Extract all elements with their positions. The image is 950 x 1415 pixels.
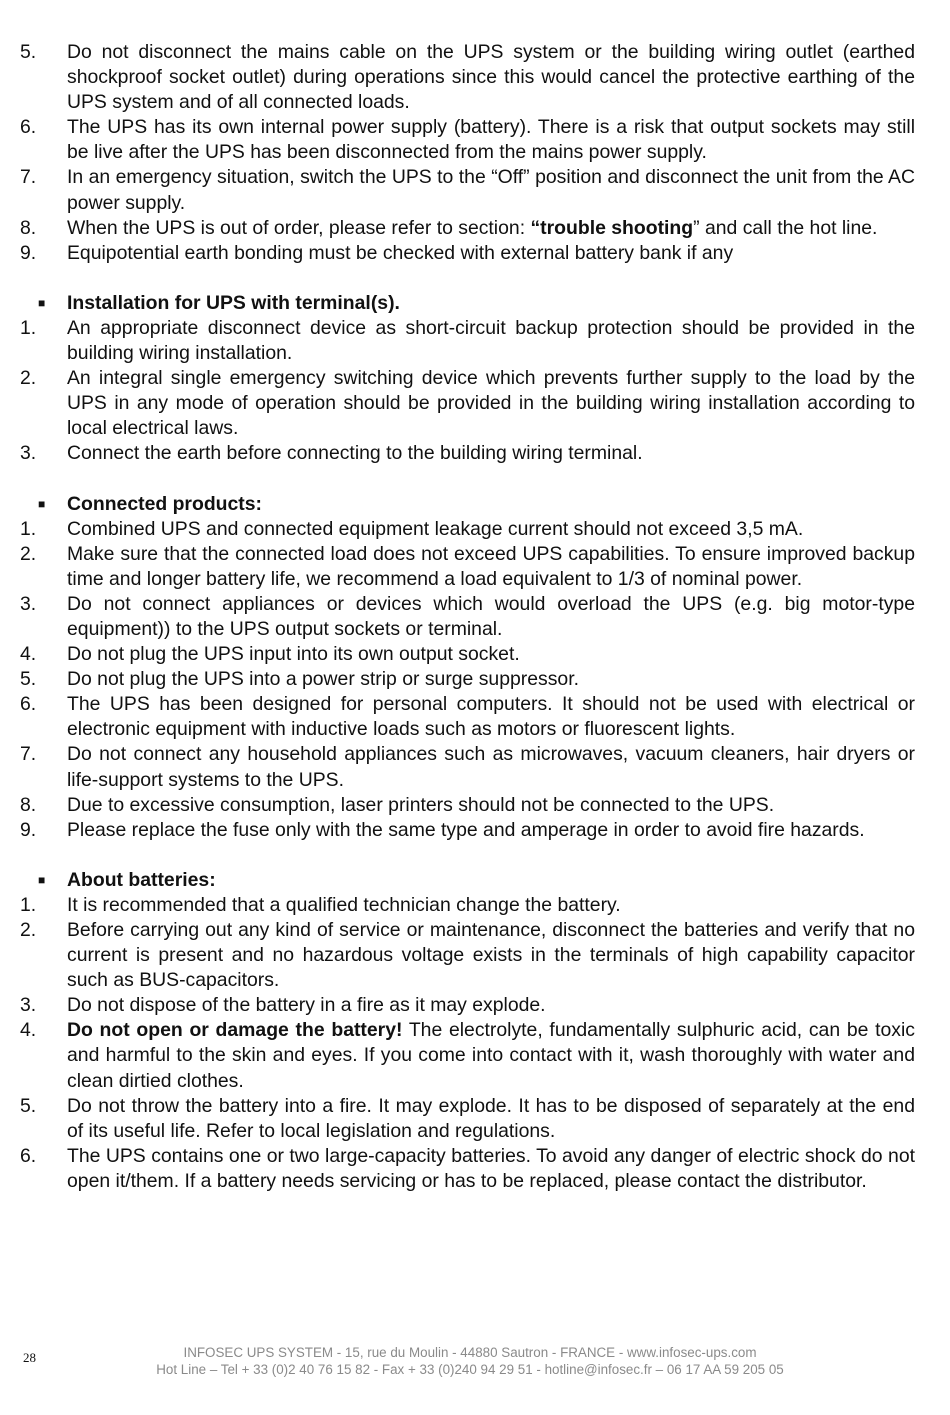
square-bullet-icon: ■ [38, 295, 46, 310]
list-item: 4. Do not open or damage the battery! The electrolyte, fundamentally sulphuric acid, can be toxic and harmful to the skin and eyes. If you come into contact with it, wash thoroughly with water and clean dirtied clothes. [20, 1019, 915, 1092]
footer-contact: Hot Line – Tel + 33 (0)2 40 76 15 82 - Fax + 33 (0)240 94 29 51 - hotline@infosec.fr – 06 17 AA 59 205 05 [156, 1362, 784, 1377]
page-number: 28 [23, 1350, 36, 1365]
list-item: 3. Connect the earth before connecting to the building wiring terminal. [20, 442, 643, 465]
list-item: 3. Do not connect appliances or devices which would overload the UPS (e.g. big motor-type equipment)) to the UPS output sockets or terminal. [20, 592, 915, 640]
document-body [20, 40, 915, 1194]
list-item: 3. Do not dispose of the battery in a fire as it may explode. [20, 994, 546, 1017]
list-item: 1. It is recommended that a qualified technician change the battery. [20, 893, 621, 916]
list-item: 9. Equipotential earth bonding must be checked with external battery bank if any [20, 241, 734, 264]
list-item: 2. Make sure that the connected load does not exceed UPS capabilities. To ensure improved backup time and longer battery life, we recommend a load equivalent to 1/3 of nominal power. [20, 542, 915, 590]
list-item: 4. Do not plug the UPS input into its own output socket. [20, 643, 520, 666]
section-heading-installation: ■ Installation for UPS with terminal(s). [20, 291, 915, 316]
list-item: 5. Do not plug the UPS into a power strip or surge suppressor. [20, 668, 579, 691]
section-heading-batteries: ■ About batteries: [20, 868, 915, 893]
list-item: 7. In an emergency situation, switch the UPS to the “Off” position and disconnect the unit from the AC power supply. [20, 166, 915, 214]
bold-reference: “trouble shooting [530, 216, 694, 239]
bold-warning: Do not open or damage the battery! [67, 1019, 403, 1042]
list-item: 8. Due to excessive consumption, laser printers should not be connected to the UPS. [20, 793, 775, 816]
list-item: 5. Do not disconnect the mains cable on the UPS system or the building wiring outlet (earthed shockproof socket outlet) during operations since this would cancel the protective earthing of the UPS system and of all connected loads. [20, 41, 915, 114]
list-item: 1. Combined UPS and connected equipment leakage current should not exceed 3,5 mA. [20, 517, 804, 540]
list-item: 7. Do not connect any household appliances such as microwaves, vacuum cleaners, hair dryers or life-support systems to the UPS. [20, 743, 915, 791]
list-item: 8. When the UPS is out of order, please refer to section: “trouble shooting” and call the hot line. [20, 216, 878, 239]
square-bullet-icon: ■ [38, 872, 46, 887]
list-item: 6. The UPS contains one or two large-capacity batteries. To avoid any danger of electric shock do not open it/them. If a battery needs servicing or has to be replaced, please contact the distributor. [20, 1144, 915, 1192]
list-item: 5. Do not throw the battery into a fire. It may explode. It has to be disposed of separately at the end of its useful life. Refer to local legislation and regulations. [20, 1094, 915, 1142]
square-bullet-icon: ■ [38, 496, 46, 511]
list-item: 1. An appropriate disconnect device as short-circuit backup protection should be provided in the building wiring installation. [20, 316, 915, 365]
list-item: 6. The UPS has its own internal power supply (battery). There is a risk that output sockets may still be live after the UPS has been disconnected from the mains power supply. [20, 116, 915, 164]
list-item: 2. Before carrying out any kind of service or maintenance, disconnect the batteries and verify that no current is present and no hazardous voltage exists in the terminals of high capability capacitor such as BUS-capacitors. [20, 919, 915, 992]
footer-address: INFOSEC UPS SYSTEM - 15, rue du Moulin - 44880 Sautron - FRANCE - www.infosec-ups.com [183, 1345, 757, 1360]
section-heading-connected-products: ■ Connected products: [20, 492, 915, 517]
list-item: 2. An integral single emergency switching device which prevents further supply to the load by the UPS in any mode of operation should be provided in the building wiring installation according to local electrical laws. [20, 367, 915, 440]
list-item: 6. The UPS has been designed for personal computers. It should not be used with electrical or electronic equipment with inductive loads such as motors or fluorescent lights. [20, 693, 915, 741]
list-item: 9. Please replace the fuse only with the same type and amperage in order to avoid fire hazards. [20, 818, 865, 841]
